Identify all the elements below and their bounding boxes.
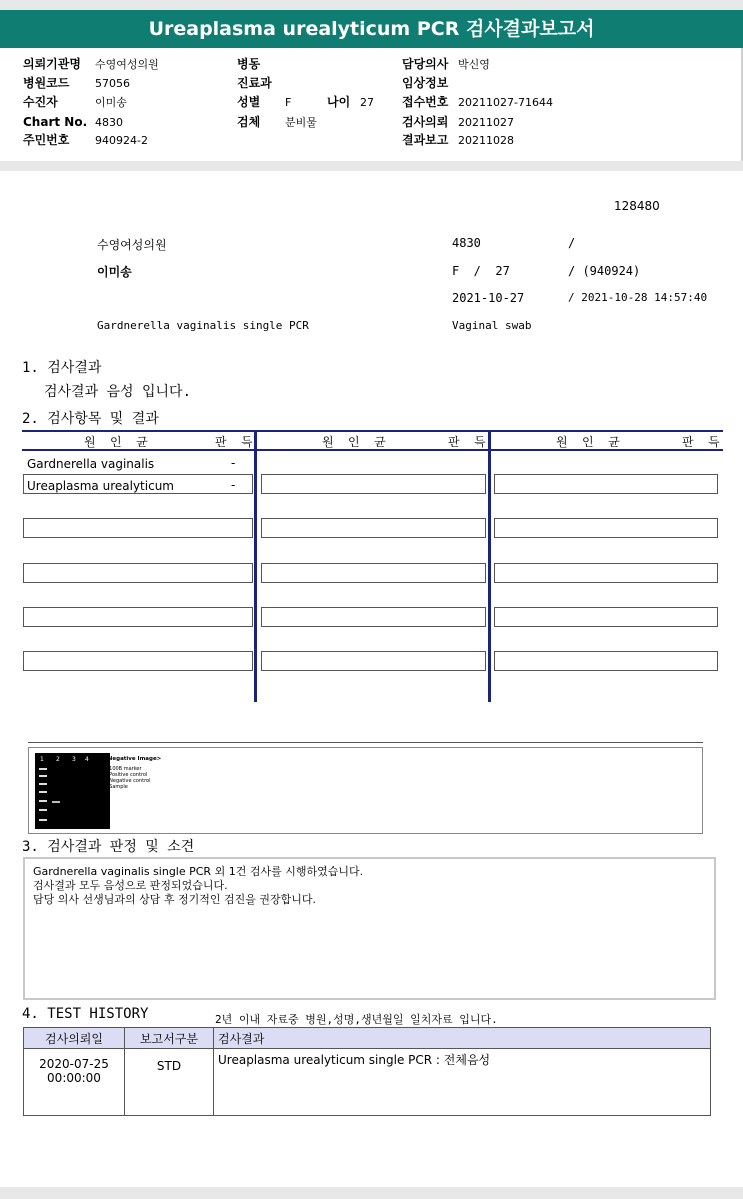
gel-band — [39, 768, 47, 770]
info-test-name: Gardnerella vaginalis single PCR — [97, 319, 309, 332]
history-result-cell — [214, 1049, 711, 1116]
opinion-line: Gardnerella vaginalis single PCR 외 1건 검사를 시행하였습니다. — [33, 865, 364, 878]
lane-number: 1 — [40, 756, 44, 763]
section1-result: 검사결과 음성 입니다. — [44, 384, 192, 400]
info-report-datetime: / 2021-10-28 14:57:40 — [568, 291, 708, 304]
header-sex-value: F — [285, 96, 292, 109]
gel-band — [39, 819, 47, 821]
info-hospital: 수영여성의원 — [97, 238, 167, 252]
info-chart: 4830 — [452, 236, 481, 250]
result-row-value: - — [231, 478, 236, 492]
gel-legend-line: Lane 4: Sample — [89, 784, 128, 790]
result-cell — [261, 651, 486, 671]
history-header-row — [24, 1028, 711, 1049]
gel-legend-line: Lane 2: Positive control — [89, 772, 148, 778]
section3-heading: 3. 검사결과 판정 및 소견 — [22, 839, 195, 855]
result-cell — [23, 651, 253, 671]
header-hospcode: 병원코드 — [23, 76, 70, 90]
image-rule — [28, 742, 703, 743]
info-specimen: Vaginal swab — [452, 319, 532, 332]
info-slash: / — [568, 236, 576, 250]
bottom-band — [0, 1187, 743, 1199]
top-band — [0, 0, 743, 10]
result-cell — [494, 651, 718, 671]
info-request-date: 2021-10-27 — [452, 291, 525, 305]
result-cell — [23, 563, 253, 583]
header-specimen: 검체 — [237, 115, 261, 129]
gel-legend-line: Lane 1: 100B marker — [89, 766, 142, 772]
header-org-value: 수영여성의원 — [95, 58, 159, 71]
section4-heading: 4. TEST HISTORY — [22, 1006, 149, 1022]
history-result: Ureaplasma urealyticum single PCR : 전체음성 — [218, 1053, 491, 1067]
result-cell — [494, 607, 718, 627]
history-col-result: 검사결과 — [214, 1028, 711, 1049]
gel-image-frame — [28, 747, 703, 834]
col-pathogen-2: 원 인 균 — [322, 435, 386, 449]
col-pathogen-3: 원 인 균 — [556, 435, 620, 449]
gel-band — [39, 775, 47, 777]
history-time: 00:00:00 — [47, 1071, 101, 1085]
gel-legend-text — [89, 756, 161, 790]
result-row-name: Ureaplasma urealyticum — [27, 479, 174, 493]
table-row — [24, 1049, 711, 1116]
header-dept: 진료과 — [237, 76, 272, 90]
gel-band — [39, 783, 47, 785]
header-chart-value: 4830 — [95, 116, 123, 129]
header-request: 검사의뢰 — [402, 115, 449, 129]
opinion-line: 검사결과 모두 음성으로 판정되었습니다. — [33, 879, 228, 892]
header-rrn-value: 940924-2 — [95, 134, 148, 147]
info-sex-age: F / 27 — [452, 264, 510, 278]
header-ward: 병동 — [237, 57, 261, 71]
header-report-value: 20211028 — [458, 134, 514, 147]
header-receipt: 접수번호 — [402, 95, 449, 109]
table-top-rule — [22, 430, 723, 432]
section2-heading: 2. 검사항목 및 결과 — [22, 411, 159, 427]
gel-band — [39, 800, 47, 802]
table-divider-1 — [254, 431, 257, 702]
history-note: 2년 이내 자료중 병원,성명,생년월일 일치자료 입니다. — [215, 1013, 498, 1026]
header-patient-value: 이미송 — [95, 96, 127, 109]
gel-band — [52, 801, 60, 803]
header-age: 나이 — [327, 95, 351, 109]
gel-band — [39, 809, 47, 811]
result-row-value: - — [231, 456, 236, 470]
col-judge-2: 판 득 — [448, 435, 486, 449]
info-patient: 이미송 — [97, 265, 132, 279]
col-judge-3: 판 득 — [682, 435, 720, 449]
col-judge-1: 판 득 — [215, 435, 253, 449]
lane-number: 3 — [72, 756, 76, 763]
section1-heading: 1. 검사결과 — [22, 360, 102, 376]
opinion-box — [23, 857, 716, 1000]
history-col-date: 검사의뢰일 — [24, 1028, 125, 1049]
header-receipt-value: 20211027-71644 — [458, 96, 553, 109]
result-cell — [261, 518, 486, 538]
header-sex: 성별 — [237, 95, 261, 109]
opinion-line: 담당 의사 선생님과의 상담 후 정기적인 검진을 권장합니다. — [33, 893, 316, 906]
result-cell — [261, 607, 486, 627]
result-cell — [23, 607, 253, 627]
result-cell — [261, 474, 486, 494]
result-cell — [494, 518, 718, 538]
report-title: Ureaplasma urealyticum PCR 검사결과보고서 — [0, 10, 743, 48]
header-clinical: 임상정보 — [402, 76, 449, 90]
header-rrn: 주민번호 — [23, 133, 70, 147]
header-org: 의뢰기관명 — [23, 57, 81, 71]
result-cell — [23, 518, 253, 538]
result-row-name: Gardnerella vaginalis — [27, 457, 155, 471]
gel-legend-line: Lane 3: Negative control — [89, 778, 151, 784]
result-cell — [494, 563, 718, 583]
history-date-cell — [24, 1049, 125, 1116]
report-code: 128480 — [614, 199, 660, 213]
header-request-value: 20211027 — [458, 116, 514, 129]
opinion-text — [33, 865, 363, 907]
history-table — [23, 1027, 711, 1116]
header-age-value: 27 — [360, 96, 374, 109]
header-patient: 수진자 — [23, 95, 58, 109]
result-cell — [261, 563, 486, 583]
history-type: STD — [156, 1059, 182, 1073]
history-date: 2020-07-25 — [39, 1057, 109, 1071]
col-pathogen-1: 원 인 균 — [84, 435, 148, 449]
header-separator — [0, 161, 743, 171]
history-col-type: 보고서구분 — [125, 1028, 214, 1049]
table-divider-2 — [488, 431, 491, 702]
header-specimen-value: 분비물 — [285, 116, 317, 129]
header-chart: Chart No. — [23, 115, 88, 129]
info-birth: / (940924) — [568, 264, 641, 278]
result-cell — [494, 474, 718, 494]
gel-caption-label: <STD Negative Image> — [89, 756, 162, 762]
lane-number: 2 — [56, 756, 60, 763]
gel-band — [39, 791, 47, 793]
header-doctor: 담당의사 — [402, 57, 449, 71]
header-doctor-value: 박신영 — [458, 58, 490, 71]
header-report: 결과보고 — [402, 133, 449, 147]
history-type-cell — [125, 1049, 214, 1116]
lane-number: 4 — [85, 756, 89, 763]
header-hospcode-value: 57056 — [95, 77, 130, 90]
